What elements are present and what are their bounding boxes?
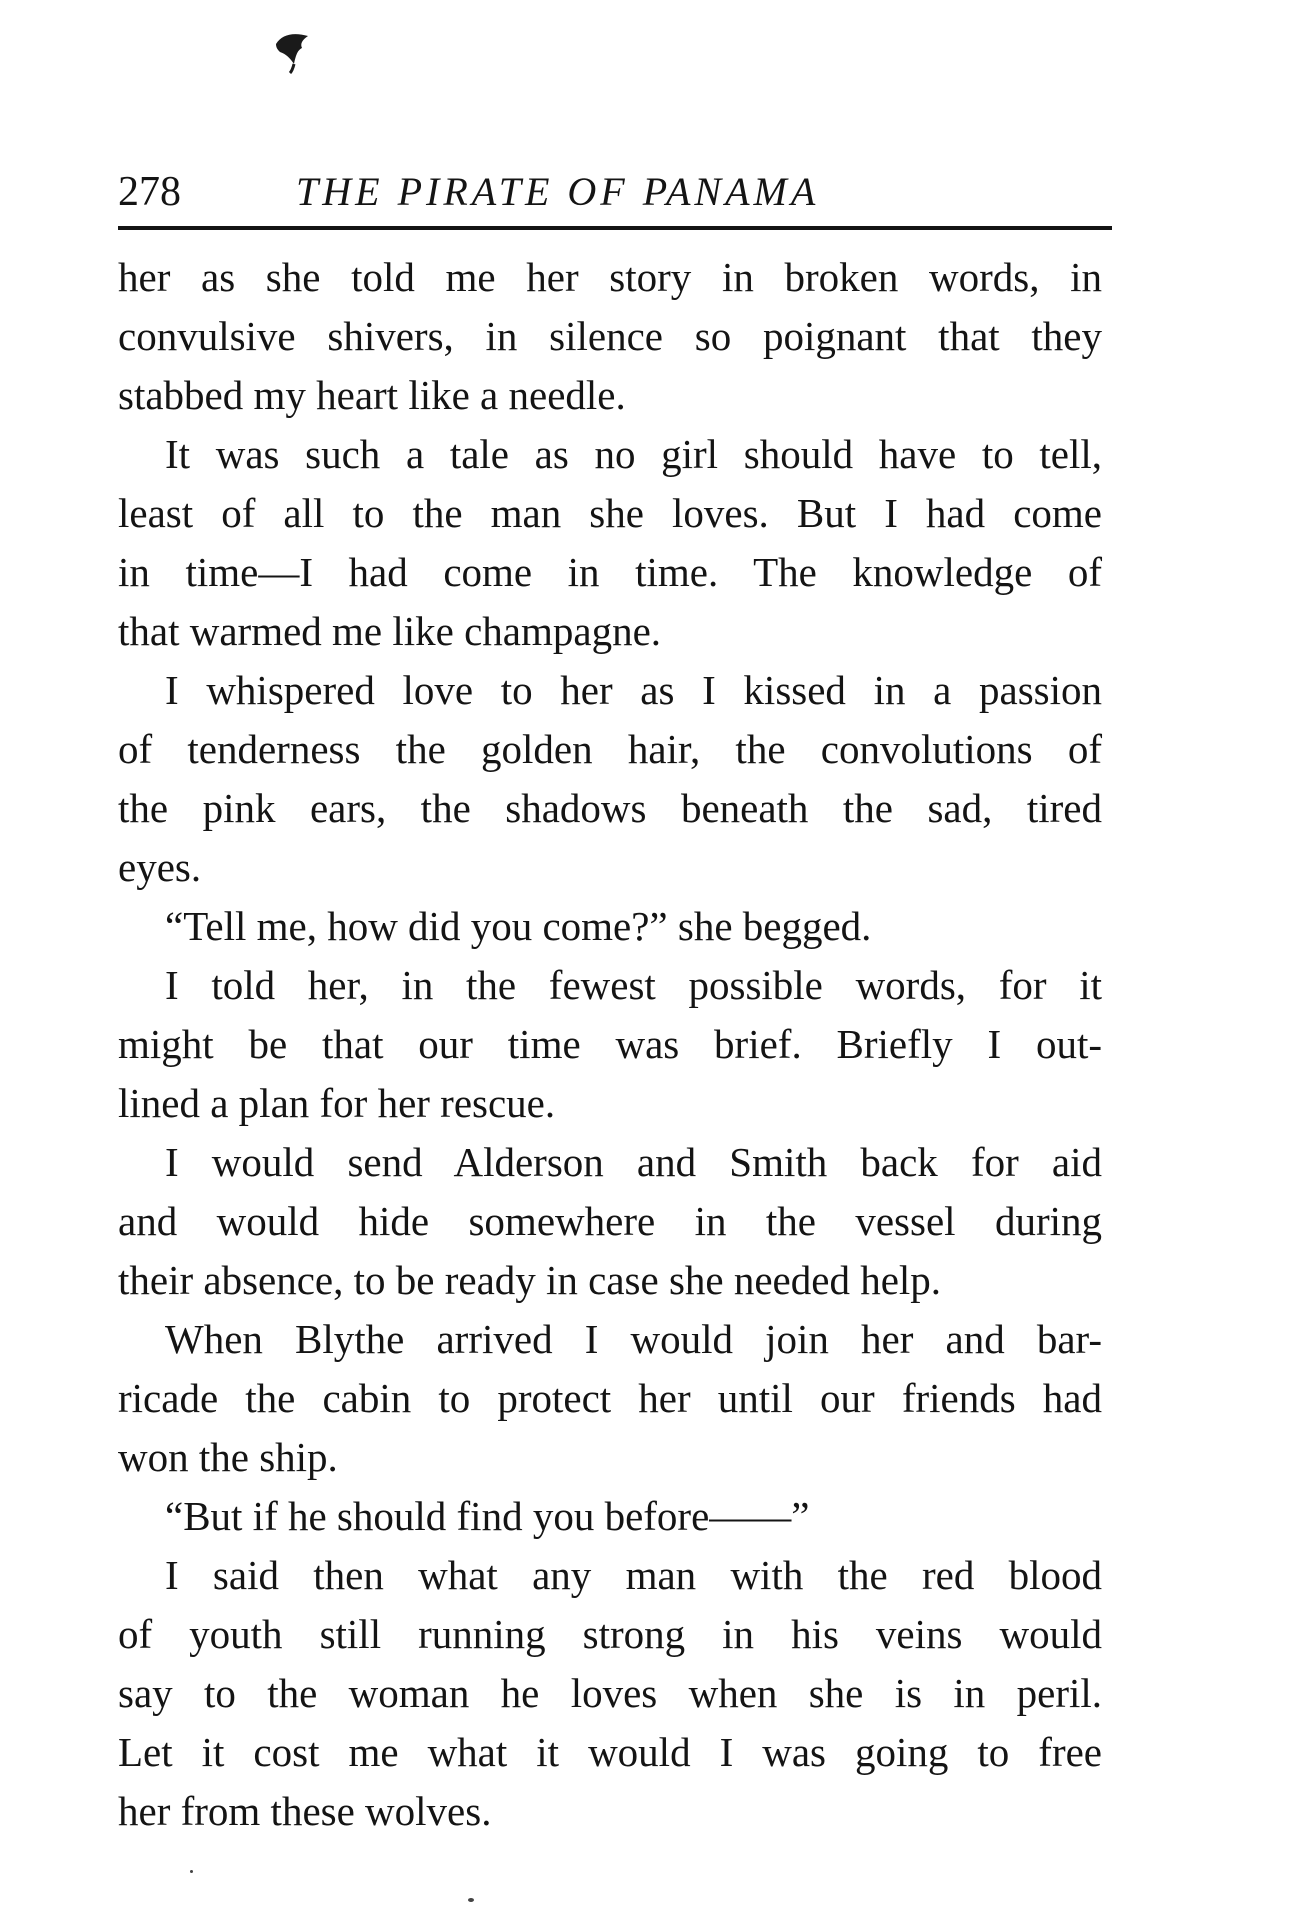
text-line: her as she told me her story in broken words, in [118,254,1102,300]
text-line: ricade the cabin to protect her until our friends had [118,1375,1102,1421]
ink-blot-ornament [272,30,312,74]
page-header [118,162,1103,222]
text-line: of tenderness the golden hair, the convolutions of [118,726,1102,772]
text-line: I told her, in the fewest possible words, for it [165,962,1102,1008]
text-line: in time—I had come in time. The knowledge of [118,549,1102,595]
text-line: “But if he should find you before——” [165,1493,810,1539]
paper-speck [468,1898,474,1902]
text-line: eyes. [118,844,202,890]
text-line: their absence, to be ready in case she needed help. [118,1257,942,1303]
text-line: her from these wolves. [118,1788,492,1834]
text-line: convulsive shivers, in silence so poignant that they [118,313,1102,359]
running-title: THE PIRATE OF PANAMA [296,169,820,214]
text-line: I would send Alderson and Smith back for aid [165,1139,1102,1185]
text-line: When Blythe arrived I would join her and bar- [165,1316,1102,1362]
text-line: “Tell me, how did you come?” she begged. [165,903,872,949]
text-line: that warmed me like champagne. [118,608,662,654]
header-rule [118,226,1112,230]
text-line: of youth still running strong in his veins would [118,1611,1102,1657]
page-number: 278 [118,169,181,215]
text-line: won the ship. [118,1434,338,1480]
text-line: and would hide somewhere in the vessel during [118,1198,1102,1244]
text-line: Let it cost me what it would I was going to free [118,1729,1102,1775]
text-line: lined a plan for her rescue. [118,1080,556,1126]
text-line: stabbed my heart like a needle. [118,372,626,418]
body-text [118,248,1102,1841]
text-line: least of all to the man she loves. But I had come [118,490,1102,536]
text-line: might be that our time was brief. Briefly I out- [118,1021,1102,1067]
text-line: I whispered love to her as I kissed in a passion [165,667,1102,713]
text-line: say to the woman he loves when she is in peril. [118,1670,1102,1716]
paper-speck [190,1870,193,1873]
text-line: It was such a tale as no girl should have to tell, [165,431,1102,477]
text-line: I said then what any man with the red blood [165,1552,1102,1598]
text-line: the pink ears, the shadows beneath the sad, tired [118,785,1102,831]
